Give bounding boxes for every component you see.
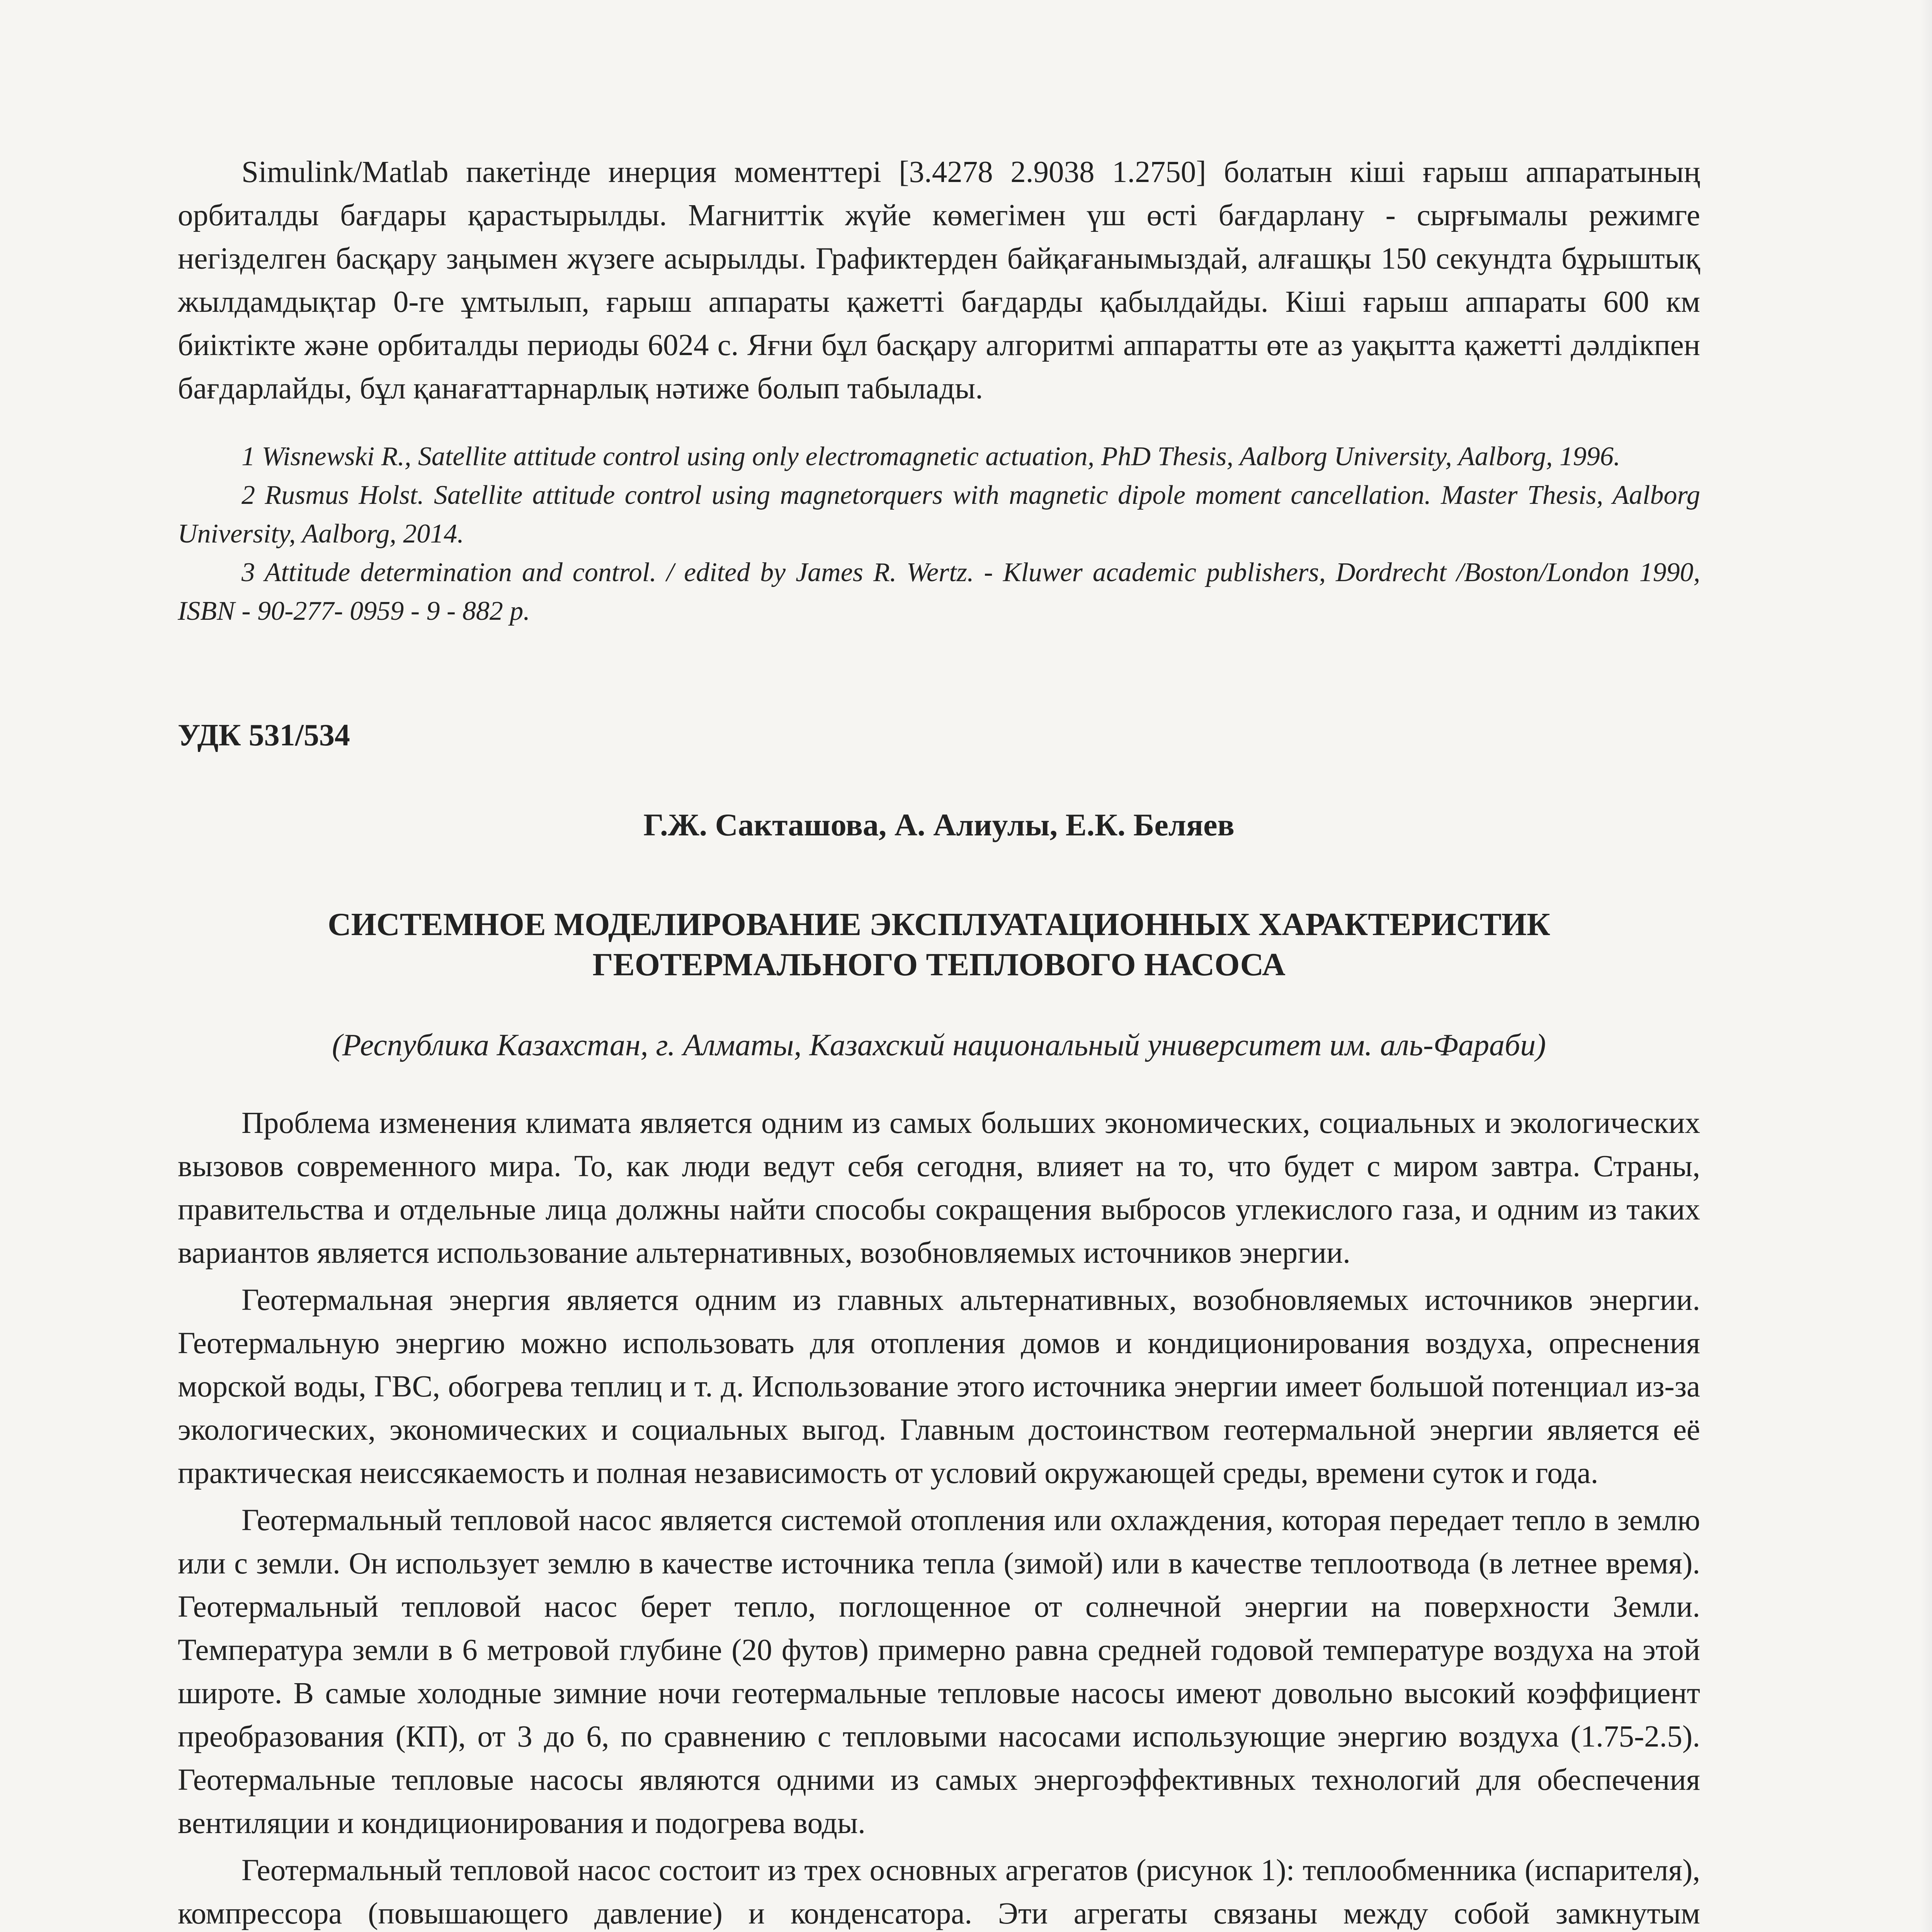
page-content <box>178 151 1700 1932</box>
reference-item: 1 Wisnewski R., Satellite attitude control using only electromagnetic actuation, PhD Thesis, Aalborg University, Aalborg, 1996. <box>242 442 1621 471</box>
references <box>178 437 1700 631</box>
affiliation: (Республика Казахстан, г. Алматы, Казахский национальный университет им. аль-Фараби) <box>332 1028 1546 1062</box>
article-body <box>178 1102 1700 1932</box>
title-line: СИСТЕМНОЕ МОДЕЛИРОВАНИЕ ЭКСПЛУАТАЦИОННЫХ ХАРАКТЕРИСТИК <box>328 906 1550 942</box>
udk-code: УДК 531/534 <box>178 718 350 752</box>
title-line: ГЕОТЕРМАЛЬНОГО ТЕПЛОВОГО НАСОСА <box>592 947 1286 983</box>
body-paragraph: Геотермальный тепловой насос состоит из трех основных агрегатов (рисунок 1): теплообменника (испарителя), компрессора (повышающего давление) и конденсатора. Эти агрегаты связаны между собой замкнутым <box>178 1854 1700 1930</box>
reference-item: 2 Rusmus Holst. Satellite attitude control using magnetorquers with magnetic dipole moment cancellation. Master Thesis, Aalborg University, Aalborg, 2014. <box>178 480 1700 549</box>
article-title <box>178 905 1700 985</box>
body-paragraph: Проблема изменения климата является одним из самых больших экономических, социальных и экологических вызовов современного мира. То, как люди ведут себя сегодня, влияет на то, что будет с миром завтра. Страны, правительства и отдельные лица должны найти способы сокращения выбросов углекислого газа, и одним из таких вариантов является использование альтернативных, возобновляемых источников энергии. <box>178 1106 1700 1270</box>
page-shadow <box>1920 0 1932 1932</box>
body-paragraph: Геотермальный тепловой насос является системой отопления или охлаждения, которая передает тепло в землю или с земли. Он использует землю в качестве источника тепла (зимой) или в качестве теплоотвода (в летнее время). Геотермальный тепловой насос берет тепло, поглощенное от солнечной энергии на поверхности Земли. Температура земли в 6 метровой глубине (20 футов) примерно равна средней годовой температуре воздуха на этой широте. В самые холодные зимние ночи геотермальные тепловые насосы имеют довольно высокий коэффициент преобразования (КП), от 3 до 6, по сравнению с тепловыми насосами использующие энергию воздуха (1.75-2.5). Геотермальные тепловые насосы являются одними из самых энергоэффективных технологий для обеспечения вентиляции и кондиционирования и подогрева воды. <box>178 1503 1700 1840</box>
reference-item: 3 Attitude determination and control. / edited by James R. Wertz. - Kluwer academic publishers, Dordrecht /Boston/London 1990, ISBN - 90-277- 0959 - 9 - 882 p. <box>178 558 1700 626</box>
authors: Г.Ж. Сакташова, А. Алиулы, Е.К. Беляев <box>643 807 1235 842</box>
intro-paragraph: Simulink/Matlab пакетінде инерция моменттері [3.4278 2.9038 1.2750] болатын кіші ғарыш аппаратының орбиталды бағдары қарастырылды. Магниттік жүйе көмегімен үш өсті бағдарлану - сырғымалы режимге негізделген басқару заңымен жүзеге асырылды. Графиктерден байқағанымыздай, алғашқы 150 секундта бұрыштық жылдамдықтар 0-ге ұмтылып, ғарыш аппараты қажетті бағдарды қабылдайды. Кіші ғарыш аппараты 600 км биіктікте және орбиталды периоды 6024 с. Яғни бұл басқару алгоритмі аппаратты өте аз уақытта қажетті дәлдікпен бағдарлайды, бұл қанағаттарнарлық нәтиже болып табылады. <box>178 155 1700 405</box>
body-paragraph: Геотермальная энергия является одним из главных альтернативных, возобновляемых источников энергии. Геотермальную энергию можно использовать для отопления домов и кондиционирования воздуха, опреснения морской воды, ГВС, обогрева теплиц и т. д. Использование этого источника энергии имеет большой потенциал из-за экологических, экономических и социальных выгод. Главным достоинством геотермальной энергии является её практическая неиссякаемость и полная независимость от условий окружающей среды, времени суток и года. <box>178 1283 1700 1490</box>
